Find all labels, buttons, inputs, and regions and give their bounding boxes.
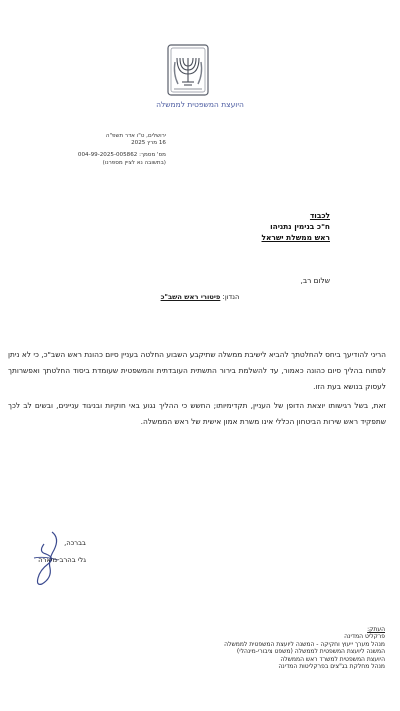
closing-regards: בברכה, bbox=[64, 539, 86, 547]
reply-note: (בתשובה נא לציין מספרנו) bbox=[102, 159, 166, 166]
hebrew-date: ירושלים, ט"ו אדר תשפ"ה bbox=[105, 133, 166, 139]
cc-block bbox=[135, 626, 385, 670]
addressee-name: ח"כ בנימין נתניהו bbox=[270, 222, 330, 231]
subject-line bbox=[0, 293, 400, 301]
gregorian-date: 16 מרץ 2025 bbox=[131, 140, 166, 147]
body-paragraph-2: זאת, בשל רגישותו יוצאת הדופן של העניין, תקדימיותו; החשש כי ההליך נגוע באי חוקיות ובניגוד עניינים, ובשים לב לכך שתפקיד ראש שירות הביטחון הכללי אינו משרת אמון אישית של ראש הממשלה. bbox=[8, 401, 386, 426]
addressee-title: ראש ממשלת ישראל bbox=[261, 233, 330, 242]
office-name: היועצת המשפטית לממשלה bbox=[156, 100, 244, 109]
cc-item: מנהל מחלקת בג"צים בפרקליטות המדינה bbox=[278, 663, 385, 671]
cc-item: המשנה ליועצת המשפטית לממשלה (משפט ציבורי-מינהלי) bbox=[236, 648, 385, 656]
signatory-name: גלי בהרב-מיארה bbox=[38, 556, 86, 564]
reference-number: מס' מסמך: 004-99-2025-005862 bbox=[77, 152, 166, 159]
cc-item: היועצת המשפטית למשרד ראש הממשלה bbox=[280, 655, 385, 663]
body-paragraph-1: הריני להודיעך ביחס להחלטתך להביא לישיבת ממשלה שתיקבע השבוע החלטה בעניין סיום כהונת ראש השב"כ, כי לא ניתן לפתוח בהליך סיום כהונה כאמור, עד להשלמת בירור התשתית העובדתית והמשפטית שעומדת ביסוד החלטתך ואפשרותך לעסוק בנושא בעת הזו. bbox=[8, 350, 386, 391]
cc-item: מנהל מערך ייעוץ וחקיקה - המשנה ליועצת המשפטית לממשלה bbox=[224, 640, 385, 648]
cc-title: העתק: bbox=[367, 626, 385, 633]
closing-block bbox=[6, 535, 86, 569]
cc-item: פרקליט המדינה bbox=[344, 633, 385, 641]
addressee-block bbox=[130, 210, 330, 243]
addressee-salutation: לכבוד bbox=[309, 211, 330, 220]
menorah-emblem-icon bbox=[166, 44, 210, 96]
greeting: שלום רב, bbox=[300, 276, 330, 285]
subject-value: פיטורי ראש השב"כ bbox=[160, 293, 221, 301]
document-meta bbox=[6, 133, 166, 167]
subject-label: הנדון: bbox=[222, 293, 240, 301]
